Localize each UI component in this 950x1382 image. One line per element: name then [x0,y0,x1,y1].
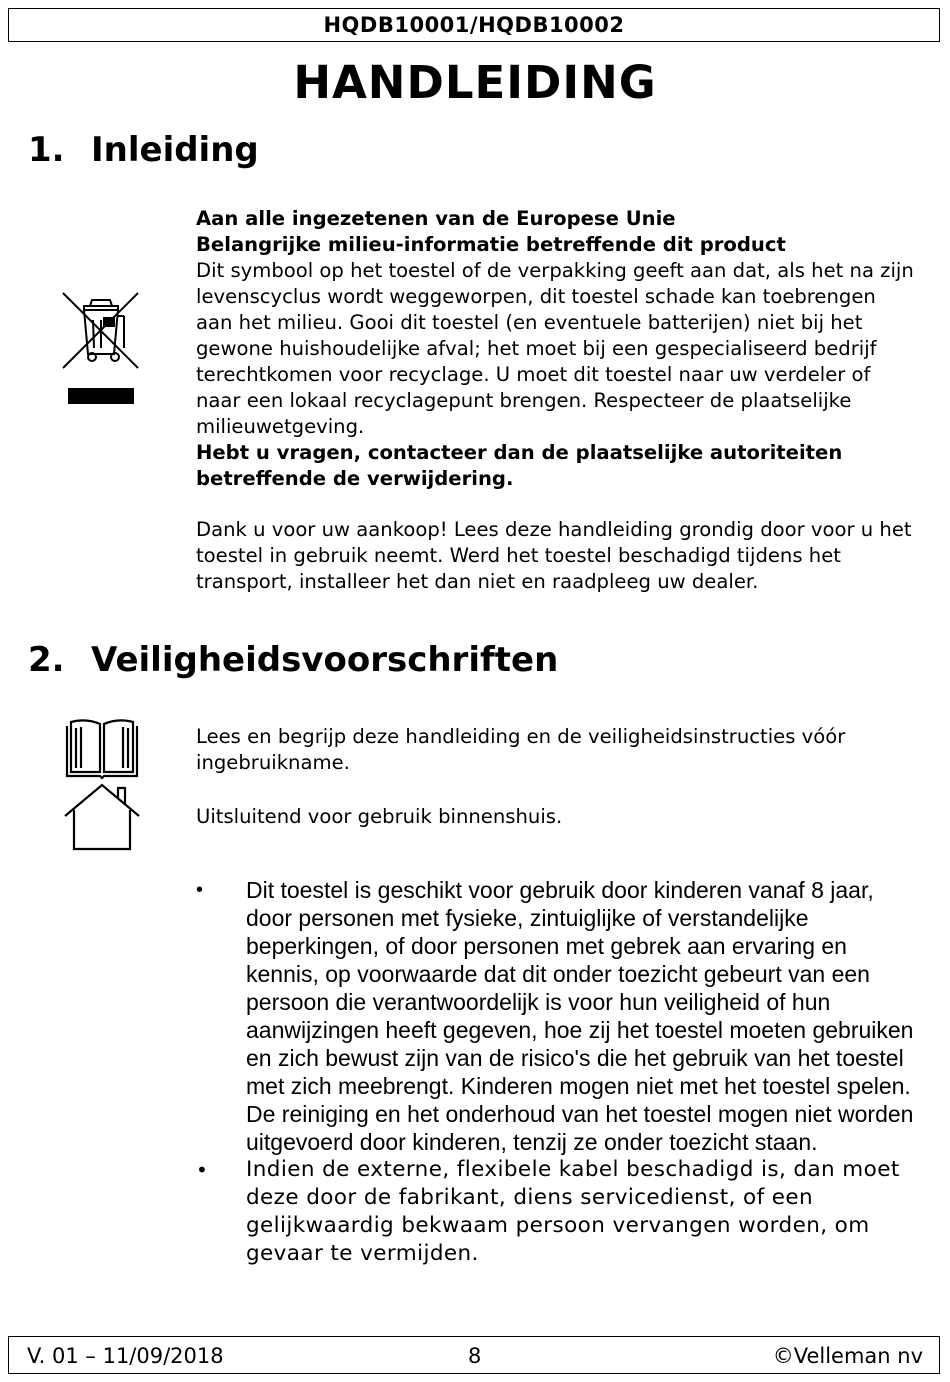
page-footer [8,1336,940,1374]
page-number: 8 [468,1344,482,1368]
section-1-number: 1. [28,130,65,170]
section-2-number: 2. [28,640,65,680]
bullet-symbol: • [196,1158,209,1182]
bullet-text: Dit toestel is geschikt voor gebruik door kinderen vanaf 8 jaar, door personen met fysieke, zintuiglijke of verstandelijke beperkingen, of door personen met gebrek aan ervaring en kennis, op voorwaarde dat dit onder toezicht gebeurt van een persoon die verantwoordelijk is voor hun veiligheid of hun aanwijzingen heeft gegeven, hoe zij het toestel moeten gebruiken en zich bewust zijn van de risico's die het gebruik van het toestel met zich meebrengt. Kinderen mogen niet met het toestel spelen. De reiniging en het onderhoud van het toestel mogen niet worden uitgevoerd door kinderen, tenzij ze onder toezicht staan. [246,877,914,1155]
document-title: HANDLEIDING [293,56,657,109]
section-1-title: Inleiding [91,130,259,170]
model-number: HQDB10001/HQDB10002 [323,13,625,37]
bullet-text: Indien de externe, flexibele kabel beschadigd is, dan moet deze door de fabrikant, diens servicedienst, of een gelijkwaardig bekwaam persoon vervangen worden, om gevaar te vermijden. [246,1157,900,1266]
bullet-symbol: • [196,879,204,901]
list-item [196,876,916,1156]
indoor-use-text: Uitsluitend voor gebruik binnenshuis. [196,805,563,828]
manual-book-icon [62,716,142,780]
eu-heading-2: Belangrijke milieu-informatie betreffende dit product [196,233,786,256]
weee-crossed-bin-icon [58,288,144,406]
version-date: V. 01 – 11/09/2018 [27,1344,224,1368]
safety-bullet-list [196,876,916,1268]
read-manual-text: Lees en begrijp deze handleiding en de veiligheidsinstructies vóór ingebruikname. [196,725,846,774]
eu-heading-1: Aan alle ingezetenen van de Europese Unie [196,207,676,230]
page-header [8,8,940,42]
weee-notice [196,206,916,492]
thanks-paragraph: Dank u voor uw aankoop! Lees deze handleiding grondig door voor u het toestel in gebruik neemt. Werd het toestel beschadigd tijdens het transport, installeer het dan niet en raadpleeg uw dealer. [196,518,912,593]
eu-body-text: Dit symbool op het toestel of de verpakking geeft aan dat, als het na zijn levenscyclus wordt weggeworpen, dit toestel schade kan toebrengen aan het milieu. Gooi dit toestel (en eventuele batterijen) niet bij het gewone huishoudelijke afval; het moet bij een gespecialiseerd bedrijf terechtkomen voor recyclage. U moet dit toestel naar uw verdeler of naar een lokaal recyclagepunt brengen. Respecteer de plaatselijke milieuwetgeving. [196,259,914,438]
section-2-title: Veiligheidsvoorschriften [91,640,559,680]
indoor-house-icon [62,782,142,852]
eu-question-text: Hebt u vragen, contacteer dan de plaatselijke autoriteiten betreffende de verwijdering. [196,441,843,490]
copyright: ©Velleman nv [772,1344,923,1368]
list-item [196,1156,916,1268]
